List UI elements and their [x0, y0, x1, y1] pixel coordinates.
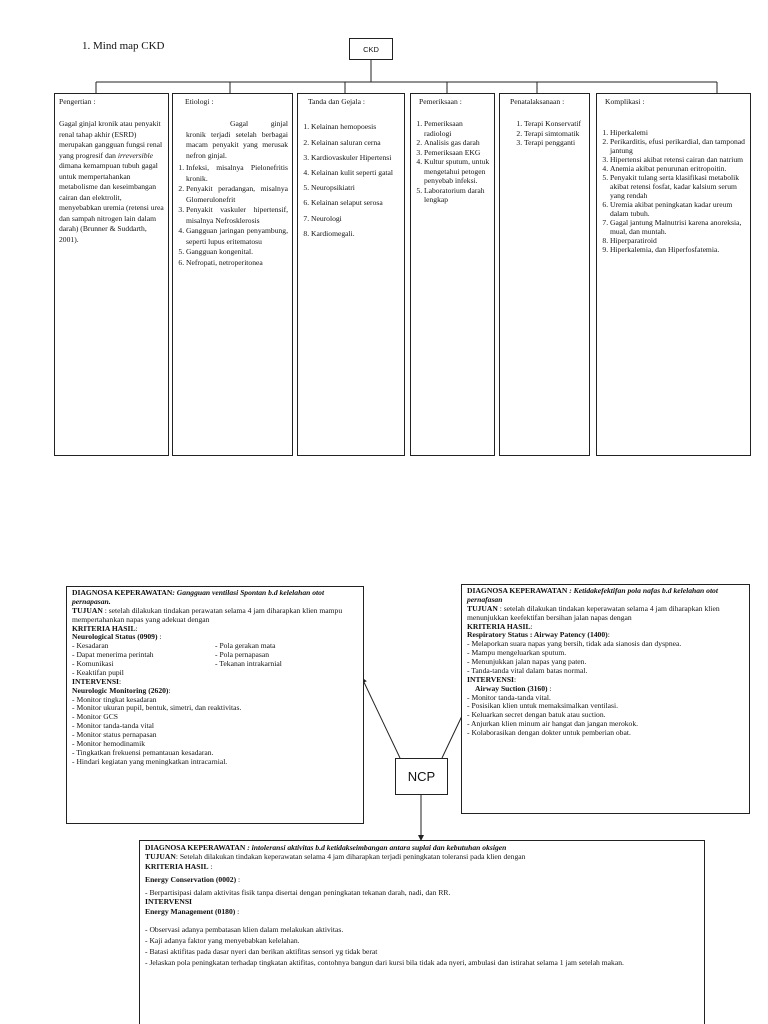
intervention-item: - Tingkatkan frekuensi pemantauan kesadaran. [72, 749, 358, 758]
outcome-item: - Tekanan intrakarnial [215, 660, 358, 669]
outcome-title: Energy Conservation (0002) [145, 874, 237, 884]
intervention-item: - Monitor GCS [72, 713, 358, 722]
kriteria-suffix: : [135, 623, 138, 633]
etiologi-item: 4. Gangguan jaringan penyambung, seperti lupus eritematosu [186, 226, 288, 247]
left-outcome-list-a [72, 642, 215, 678]
intervention-item: - Monitor tingkat kesadaran [72, 696, 358, 705]
komplikasi-box [596, 93, 751, 456]
komplikasi-item: 6. Uremia akibat peningkatan kadar ureum dalam tubuh. [610, 201, 746, 219]
intervention-item: - Observasi adanya pembatasan klien dalam melakukan aktivitas. [145, 924, 699, 935]
ckd-root-node: CKD [349, 38, 393, 60]
tanda-gejala-item: 4. Kelainan kulit seperti gatal [311, 165, 400, 180]
etiologi-item: 6. Nefropati, netroperitonea [186, 258, 288, 268]
tanda-gejala-item: 6. Kelainan selaput serosa [311, 195, 400, 210]
kriteria-suffix: : [530, 621, 533, 631]
outcome-title: Neurological Status (0909) [72, 632, 158, 642]
intervention-suffix: : [168, 685, 171, 695]
pemeriksaan-header: Pemeriksaan : [419, 97, 462, 106]
tanda-gejala-item: 3. Kardiovaskuler Hipertensi [311, 150, 400, 165]
diagnosis-text: : Ketidakefektifan pola nafas b.d kelelahan otot pernafasan [467, 586, 718, 604]
intervention-item: - Kaji adanya faktor yang menyebabkan kelelahan. [145, 935, 699, 946]
komplikasi-list [601, 129, 746, 254]
intervensi-suffix: : [514, 674, 517, 684]
pengertian-text-part1: Gagal ginjal kronik atau penyakit renal tahap akhir (ESRD) merupakan gangguan fungsi renal yang progresif dan [59, 119, 163, 160]
page-title: 1. Mind map CKD [82, 40, 165, 52]
pemeriksaan-item: 3. Pemeriksaan EKG [424, 148, 490, 157]
intervention-item: - Monitor hemodinamik [72, 740, 358, 749]
tujuan-text: : Setelah dilakukan tindakan keperawatan selama 4 jam diharapkan terjadi peningkatan toleransi pada klien dengan [175, 852, 526, 862]
tujuan-label: TUJUAN [145, 852, 176, 862]
pemeriksaan-list [415, 119, 490, 204]
komplikasi-item: 3. Hipertensi akibat retensi cairan dan natrium [610, 156, 746, 165]
outcome-suffix: : [607, 630, 610, 640]
tanda-gejala-item: 8. Kardiomegali. [311, 226, 400, 241]
intervention-title: Neurologic Monitoring (2620) [72, 685, 169, 695]
tujuan-label: TUJUAN [72, 605, 103, 615]
right-intervention-list [467, 694, 744, 738]
left-diagnosis-box [66, 586, 364, 824]
diagnosis-label: DIAGNOSA KEPERAWATAN [72, 588, 173, 597]
pemeriksaan-item: 5. Laboratorium darah lengkap [424, 186, 490, 205]
outcome-item: - Mampu mengeluarkan sputum. [467, 649, 744, 658]
etiologi-item: 5. Gangguan kongenital. [186, 247, 288, 257]
penatalaksanaan-item: 3. Terapi pengganti [524, 138, 585, 147]
outcome-item: - Melaporkan suara napas yang bersih, tidak ada sianosis dan dyspnea. [467, 640, 744, 649]
komplikasi-item: 5. Penyakit tulang serta klasifikasi metabolik akibat retensi fosfat, kadar kalsium serum yang rendah [610, 174, 746, 201]
kriteria-label: KRITERIA HASIL [467, 621, 531, 631]
left-intervention-list [72, 696, 358, 767]
outcome-item: - Tanda-tanda vital dalam batas normal. [467, 667, 744, 676]
intervention-title: Airway Suction (3160) [475, 683, 548, 693]
tanda-gejala-list [302, 119, 400, 241]
outcome-item: - Kesadaran [72, 642, 215, 651]
outcome-item: - Pola gerakan mata [215, 642, 358, 651]
komplikasi-item: 1. Hiperkalemi [610, 129, 746, 138]
outcome-item: - Menunjukkan jalan napas yang paten. [467, 658, 744, 667]
pengertian-text-italic: irreversible [117, 150, 153, 160]
intervention-item: - Hindari kegiatan yang meningkatkan intracarnial. [72, 758, 358, 767]
pemeriksaan-item: 2. Analisis gas darah [424, 138, 490, 147]
outcome-suffix: : [157, 632, 162, 642]
outcome-item: - Berpartisipasi dalam aktivitas fisik tanpa disertai dengan peningkatan tekanan darah, nadi, dan RR. [145, 888, 699, 897]
pengertian-header: Pengertian : [59, 97, 96, 106]
right-tujuan [467, 605, 744, 623]
bottom-diagnosis-line [145, 843, 699, 852]
intervention-item: - Monitor tanda-tanda vital [72, 722, 358, 731]
bottom-outcome-list [145, 888, 699, 897]
left-diagnosis-line [72, 589, 358, 607]
penatalaksanaan-box [499, 93, 590, 456]
komplikasi-item: 9. Hiperkalemia, dan Hiperfosfatemia. [610, 246, 746, 255]
left-outcome-list-b [215, 642, 358, 678]
left-outcome-grid [72, 642, 358, 678]
tujuan-label: TUJUAN [467, 603, 498, 613]
intervention-item: - Monitor ukuran pupil, bentuk, simetri, dan reaktivitas. [72, 704, 358, 713]
pengertian-box [54, 93, 169, 456]
bottom-outcome-title [145, 875, 699, 884]
right-diagnosis-box [461, 584, 750, 814]
kriteria-suffix: : [208, 861, 213, 871]
intervention-item: - Anjurkan klien minum air hangat dan jangan merokok. [467, 720, 744, 729]
kriteria-label: KRITERIA HASIL [72, 623, 136, 633]
etiologi-item: 3. Penyakit vaskuler hipertensif, misalnya Nefrosklerosis [186, 205, 288, 226]
outcome-suffix: : [236, 874, 241, 884]
intervention-item: - Monitor tanda-tanda vital. [467, 694, 744, 703]
outcome-item: - Dapat menerima perintah [72, 651, 215, 660]
ncp-node: NCP [395, 758, 448, 795]
diagnosis-text: : Gangguan ventilasi Spontan b.d kelelahan otot pernapasan. [72, 588, 325, 606]
intervention-suffix: : [235, 906, 240, 916]
intervention-item: - Batasi aktifitas pada dasar nyeri dan berikan aktifitas sensori yg tidak berat [145, 946, 699, 957]
pengertian-text [59, 119, 164, 245]
diagnosis-label: DIAGNOSA KEPERAWATAN [467, 586, 568, 595]
outcome-title: Respiratory Status : Airway Patency (1400) [467, 630, 608, 640]
bottom-intervention-title [145, 907, 699, 916]
etiologi-header: Etiologi : [185, 97, 214, 106]
bottom-diagnosis-box [139, 840, 705, 1024]
intervention-item: - Monitor status pernapasan [72, 731, 358, 740]
penatalaksanaan-header: Penatalaksanaan : [510, 97, 565, 106]
diagnosis-text: : intoleransi aktivitas b.d ketidakseimbangan antara suplai dan kebutuhan oksigen [245, 843, 507, 852]
tanda-gejala-item: 7. Neurologi [311, 211, 400, 226]
intervensi-label: INTERVENSI [72, 676, 119, 686]
komplikasi-item: 2. Perikarditis, efusi perikardial, dan tamponad jantung [610, 138, 746, 156]
komplikasi-item: 7. Gagal jantung Malnutrisi karena anoreksia, mual, dan muntah. [610, 219, 746, 237]
outcome-item: - Komunikasi [72, 660, 215, 669]
arrow-to-left-dx [362, 678, 400, 758]
bottom-intervention-list [145, 924, 699, 968]
pemeriksaan-item: 1. Pemeriksaan radiologi [424, 119, 490, 138]
intervention-item: - Keluarkan secret dengan batuk atau suction. [467, 711, 744, 720]
intervensi-label: INTERVENSI [467, 674, 514, 684]
intervention-item: - Kolaborasikan dengan dokter untuk pemberian obat. [467, 729, 744, 738]
pemeriksaan-item: 4. Kultur sputum, untuk mengetahui petogen penyebab infeksi. [424, 157, 490, 185]
etiologi-list [177, 163, 288, 268]
tujuan-text: : setelah dilakukan tindakan keperawatan selama 4 jam diharapkan klien menunjukkan keefektifan bersihan jalan napas dengan [467, 603, 720, 622]
intervention-item: - Posisikan klien untuk memaksimalkan ventilasi. [467, 702, 744, 711]
etiologi-intro: Gagal ginjal kronik terjadi setelah berbagai macam penyakit yang merusak nefron ginjal. [186, 119, 288, 160]
bottom-kriteria-heading [145, 862, 699, 871]
intervention-suffix: : [547, 683, 552, 693]
outcome-item: - Keaktifan pupil [72, 669, 215, 678]
pengertian-text-part2: dimana kemampuan tubuh gagal untuk mempertahankan metabolisme dan keseimbangan cairan dan elektrolit, menyebabkan uremia (retensi urea dan sampah nitrogen lain dalam darah) (Brunner & Suddarth, 2001). [59, 161, 164, 244]
intervensi-label: INTERVENSI [145, 897, 192, 907]
tujuan-text: : setelah dilakukan tindakan perawatan selama 4 jam diharapkan klien mampu mempertahankan napas yang adekuat dengan [72, 605, 343, 624]
tanda-gejala-box [297, 93, 405, 456]
intervention-item: - Jelaskan pola peningkatan terhadap tingkatan aktifitas, contohnya bangun dari kursi bila tidak ada nyeri, ambulasi dan istirahat selama 1 jam setelah makan. [145, 957, 699, 968]
tanda-gejala-header: Tanda dan Gejala : [308, 97, 366, 106]
komplikasi-item: 8. Hiperparatiroid [610, 237, 746, 246]
penatalaksanaan-item: 2. Terapi simtomatik [524, 129, 585, 138]
right-outcome-list [467, 640, 744, 676]
etiologi-box [172, 93, 293, 456]
left-tujuan [72, 607, 358, 625]
intervention-title: Energy Management (0180) [145, 906, 236, 916]
kriteria-label: KRITERIA HASIL [145, 861, 209, 871]
outcome-item: - Pola pernapasan [215, 651, 358, 660]
bottom-intervensi-heading [145, 897, 699, 906]
right-diagnosis-line [467, 587, 744, 605]
etiologi-item: 2. Penyakit peradangan, misalnya Glomerulonefrit [186, 184, 288, 205]
bottom-tujuan [145, 852, 699, 861]
pemeriksaan-box [410, 93, 495, 456]
tanda-gejala-item: 2. Kelainan saluran cerna [311, 135, 400, 150]
komplikasi-item: 4. Anemia akibat penurunan eritropoitin. [610, 165, 746, 174]
tanda-gejala-item: 1. Kelainan hemopoesis [311, 119, 400, 134]
komplikasi-header: Komplikasi : [605, 97, 645, 106]
diagnosis-label: DIAGNOSA KEPERAWATAN [145, 843, 246, 852]
tanda-gejala-item: 5. Neuropsikiatri [311, 180, 400, 195]
penatalaksanaan-list [504, 119, 585, 147]
penatalaksanaan-item: 1. Terapi Konservatif [524, 119, 585, 128]
etiologi-item: 1. Infeksi, misalnya Pielonefritis kronik. [186, 163, 288, 184]
intervensi-suffix: : [119, 676, 122, 686]
